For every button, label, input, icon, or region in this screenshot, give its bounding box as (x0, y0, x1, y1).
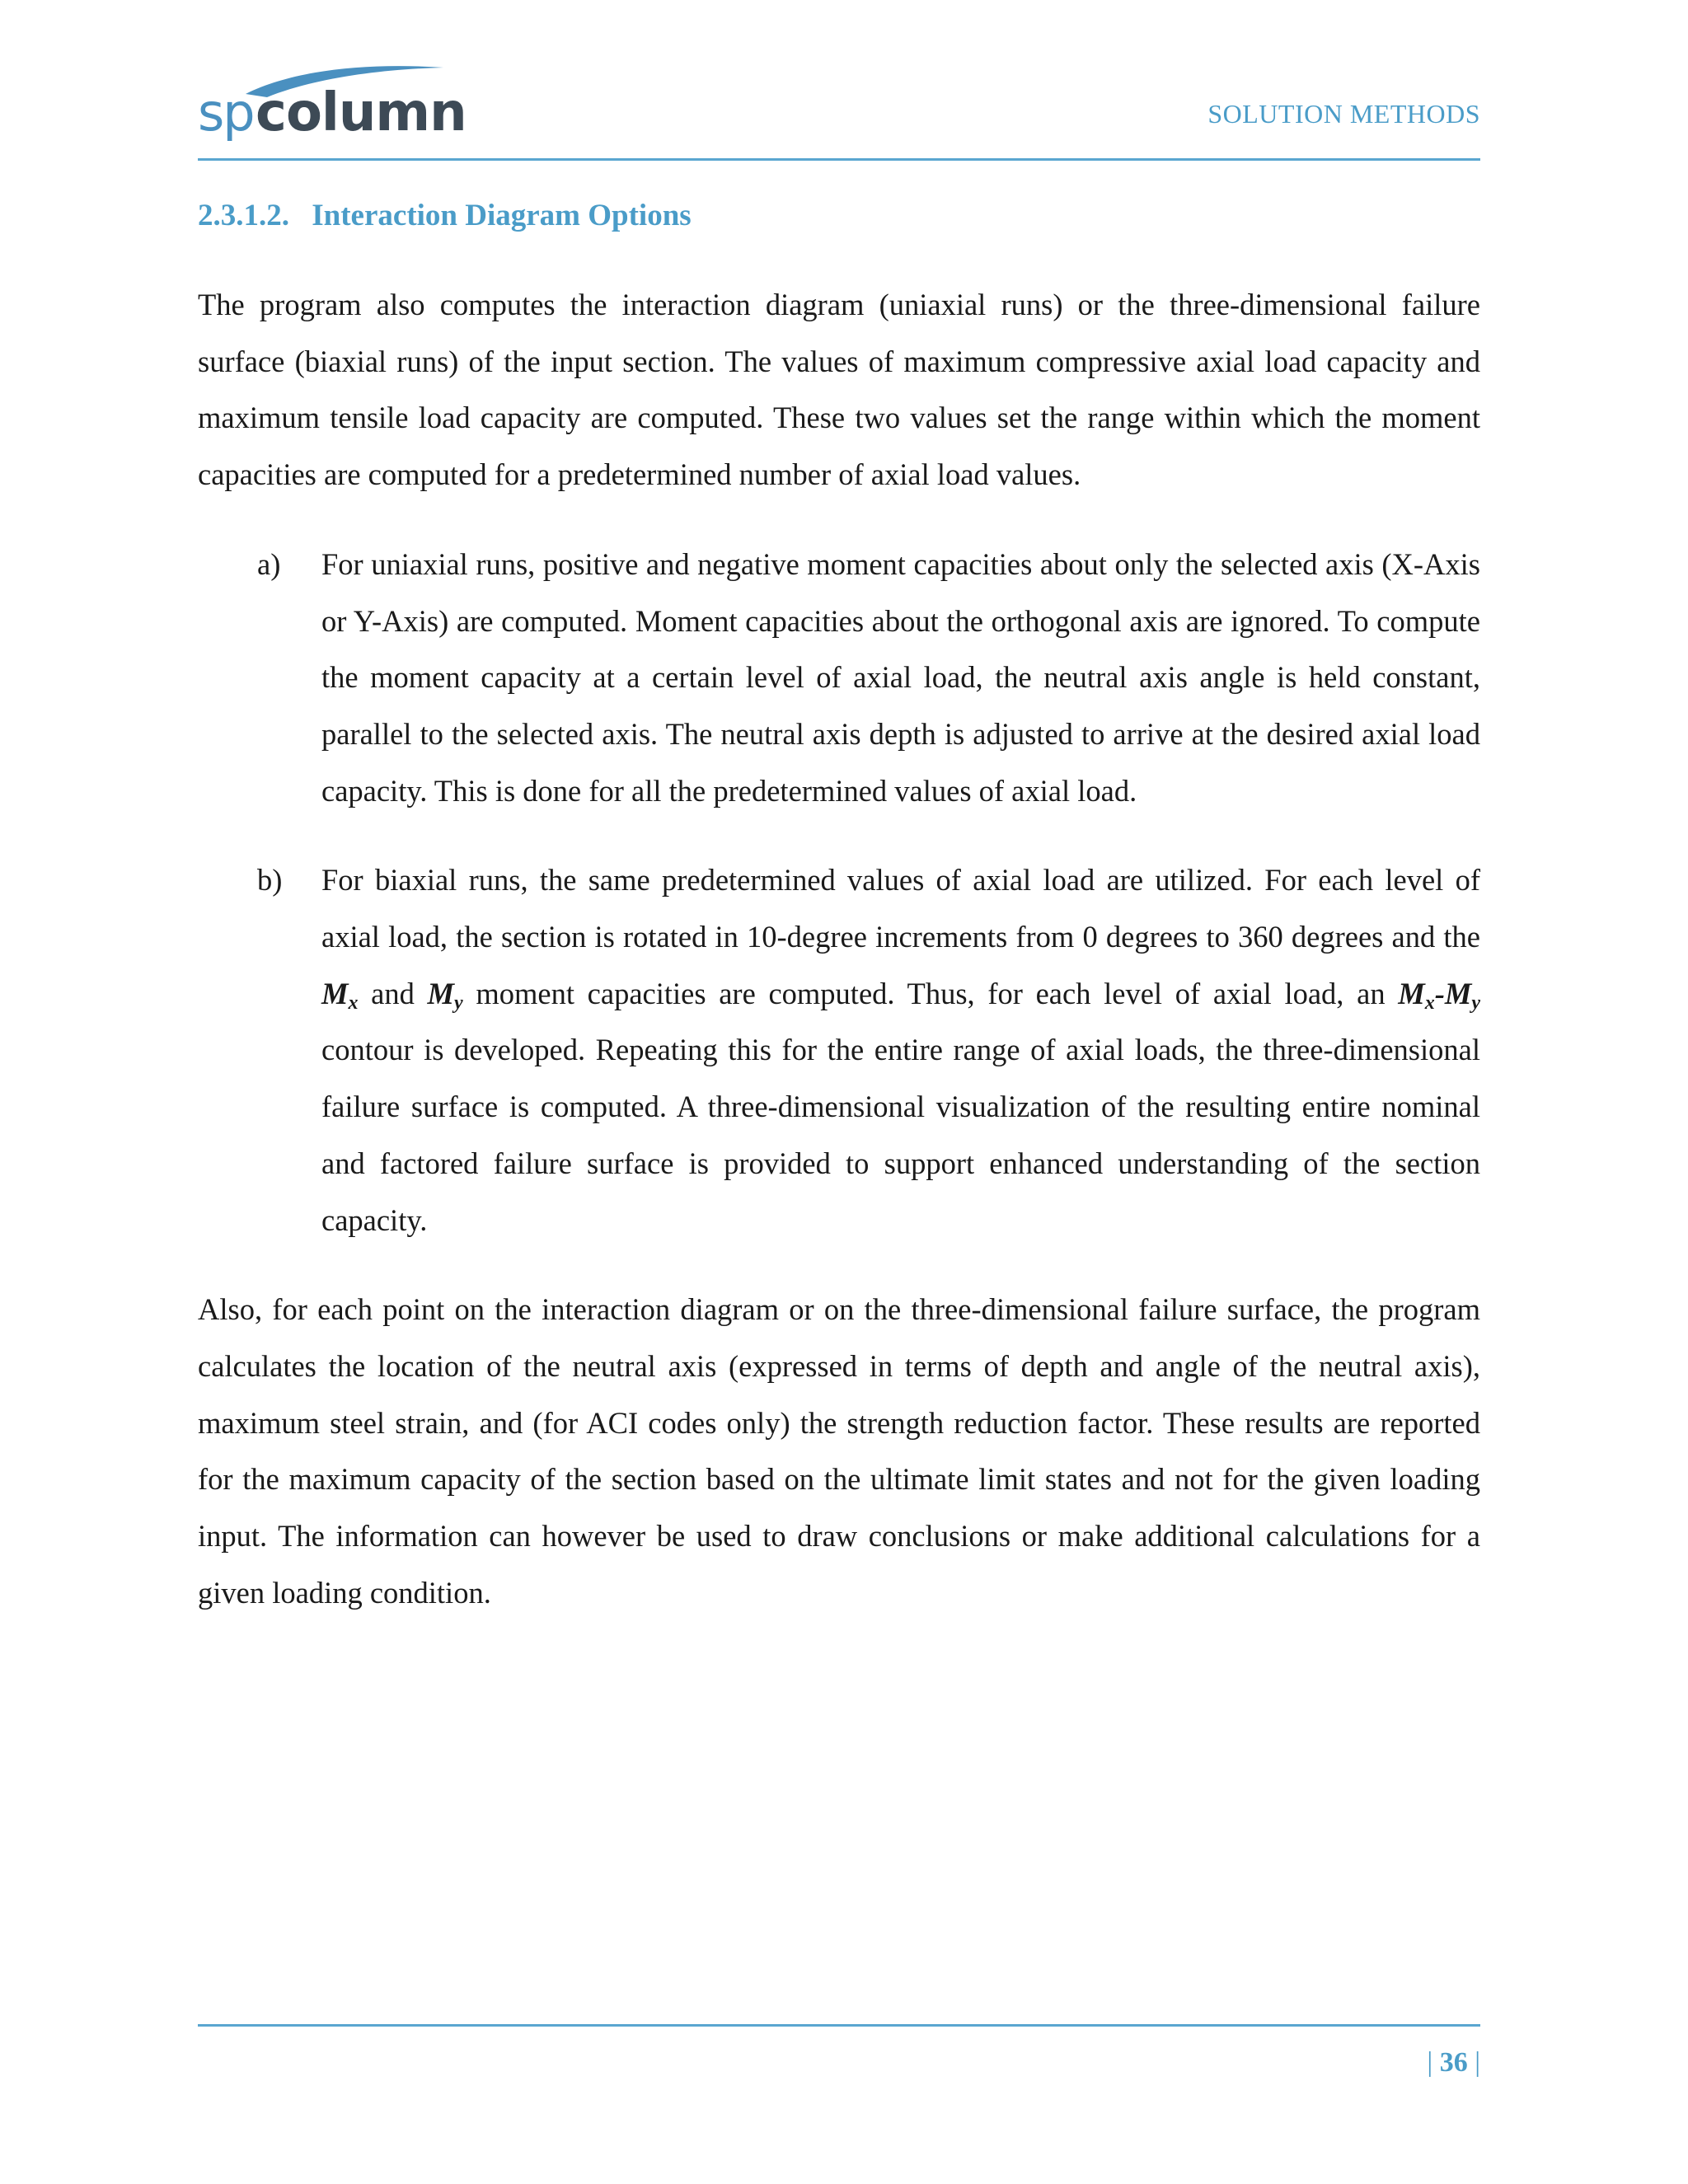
page-number: | 36 | (1427, 2047, 1480, 2078)
body-text (198, 277, 1480, 1621)
math-my: $M_y$ (427, 976, 463, 1014)
math-mx: $M_x$ (321, 976, 359, 1014)
intro-paragraph: The program also computes the interaction diagram (uniaxial runs) or the three-dimensional failure surface (biaxial runs) of the input section. The values of maximum compressive axial load capacity and maximum tensile load capacity are computed. These two values set the range within which the moment capacities are computed for a predetermined number of axial load values. (198, 288, 1480, 492)
list-item-uniaxial (198, 537, 1480, 820)
logo-sp-text: sp (198, 82, 254, 143)
header-divider (198, 158, 1480, 161)
list-marker: a) (257, 546, 281, 581)
closing-paragraph: Also, for each point on the interaction diagram or on the three-dimensional failure surface, the program calculates the location of the neutral axis (expressed in terms of depth and angle of the neutral axis), maximum steel strain, and (for ACI codes only) the strength reduction factor. These results are reported for the maximum capacity of the section based on the ultimate limit states and not for the given loading input. The information can however be used to draw conclusions or make additional calculations for a given loading condition. (198, 1292, 1480, 1610)
math-mx-my: $M_x-M_y$ (1398, 976, 1480, 1014)
list-item-text: For uniaxial runs, positive and negative moment capacities about only the selected axis (X-Axis or Y-Axis) are computed. Moment capacities about the orthogonal axis are ignored. To compute the moment capacity at a certain level of axial load, the neutral axis angle is held constant, parallel to the selected axis. The neutral axis depth is adjusted to arrive at the desired axial load capacity. This is done for all the predetermined values of axial load. (321, 546, 1480, 808)
list-item-text: For biaxial runs, the same predetermined values of axial load are utilized. For each level of axial load, the section is rotated in 10-degree increments from 0 degrees to 360 degrees and the (321, 863, 1480, 954)
section-number: 2.3.1.2. (198, 199, 289, 232)
list-item-biaxial: b) For biaxial runs, the same predetermined values of axial load are utilized. For each level of axial load, the section is rotated in 10-degree increments from 0 degrees to 360 degrees and the $M_x$ and $M_y$ moment capacities are computed. Thus, for each level of axial load, an $M_x-M_y$ contour is developed. Repeating this for the entire range of axial loads, the three-dimensional failure surface is computed. A three-dimensional visualization of the resulting entire nominal and factored failure surface is provided to support enhanced understanding of the section capacity. (198, 852, 1480, 1249)
running-header: SOLUTION METHODS (1207, 99, 1480, 129)
spcolumn-logo (196, 64, 493, 143)
section-title: Interaction Diagram Options (312, 199, 692, 232)
footer-divider (198, 2024, 1480, 2027)
list-marker: b) (257, 863, 283, 898)
options-list (198, 537, 1480, 1249)
page-number-value: 36 (1439, 2047, 1468, 2078)
section-heading (198, 198, 692, 233)
logo-column-text: column (256, 82, 467, 143)
